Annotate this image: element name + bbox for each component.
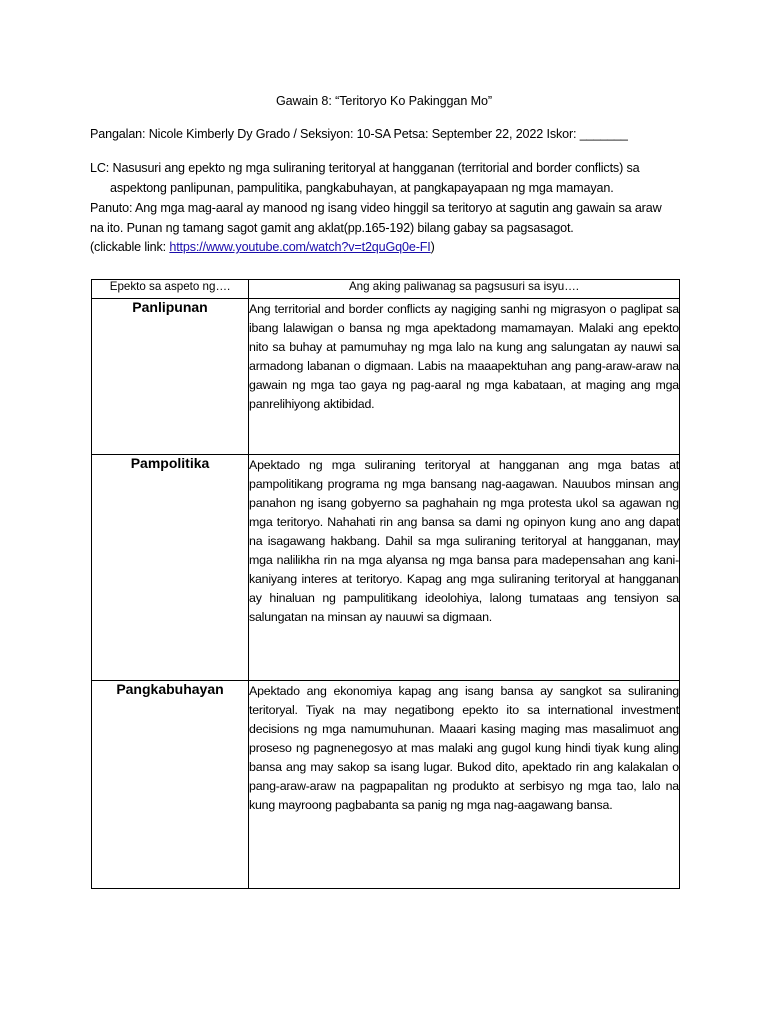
row-text-body: Ang territorial and border conflicts ay nagiging sanhi ng migrasyon o paglipat sa ibang lalawigan o bansa ng mga apektadong mamamayan. Malaki ang epekto nito sa buhay at pamumuhay ng mga lalo na kung ang salungatan ay nauwi sa armadong labanan o digmaan. Labis na maaapektuhan ang pang-araw-araw na gawain ng mga tao gaya ng pag-aaral ng mga kabataan, at maging ang mga panrelihiyong aktibidad.	[249, 302, 679, 411]
analysis-table	[91, 279, 680, 889]
youtube-link[interactable]: https://www.youtube.com/watch?v=t2quGq0e-FI	[169, 240, 431, 254]
link-suffix: )	[430, 240, 435, 254]
link-prefix: (clickable link:	[90, 240, 170, 254]
student-info-line: Pangalan: Nicole Kimberly Dy Grado / Seksiyon: 10-SA Petsa: September 22, 2022 Iskor: _______	[90, 127, 628, 141]
panuto-line-2: na ito. Punan ng tamang sagot gamit ang aklat(pp.165-192) bilang gabay sa pagsasagot.	[90, 221, 574, 235]
row-text-pampolitika	[249, 455, 680, 681]
panuto-line-1: Panuto: Ang mga mag-aaral ay manood ng isang video hinggil sa teritoryo at sagutin ang gawain sa araw	[90, 201, 662, 215]
table-header-row	[92, 280, 680, 299]
row-label-panlipunan: Panlipunan	[92, 299, 249, 455]
row-label-pampolitika: Pampolitika	[92, 455, 249, 681]
lc-line-1: LC: Nasusuri ang epekto ng mga suliraning teritoryal at hangganan (territorial and border conflicts) sa	[90, 161, 640, 175]
table-row	[92, 681, 680, 889]
clickable-link-line	[90, 240, 435, 254]
row-label-pangkabuhayan: Pangkabuhayan	[92, 681, 249, 889]
row-text-panlipunan	[249, 299, 680, 455]
row-text-body: Apektado ang ekonomiya kapag ang isang bansa ay sangkot sa suliraning teritoryal. Tiyak na may negatibong epekto ito sa international investment decisions ng mga namumuhunan. Maaari kasing maging mas masalimuot ang proseso ng pagnenegosyo at mas malaki ang gugol kung hindi tiyak kung aling bansa ang may sakop sa isang lugar. Bukod dito, apektado rin ang kalakalan o pang-araw-araw na pagpapalitan ng produkto at serbisyo ng mga tao, lalo na kung mayroong pagbabanta sa panig ng mga nag-aagawang bansa.	[249, 684, 679, 812]
table-row	[92, 455, 680, 681]
row-text-body: Apektado ng mga suliraning teritoryal at hangganan ang mga batas at pampolitikang programa ng mga bansang nag-aagawan. Nauubos minsan ang panahon ng isang gobyerno sa paghahain ng mga protesta ukol sa agawan ng mga teritoryo. Nahahati rin ang bansa sa dami ng opinyon kung ano ang dapat na isagawang hakbang. Dahil sa mga suliraning teritoryal at hangganan, may mga nalilikha rin na mga alyansa ng mga bansa para madepensahan ang kani-kaniyang interes at teritoryo. Kapag ang mga suliraning teritoryal at hangganan ay hinaluan ng pampulitikang ideolohiya, lalong tumataas ang tensiyon sa salungatan na minsan ay nauuwi sa digmaan.	[249, 458, 679, 624]
header-aspect: Epekto sa aspeto ng….	[92, 280, 249, 299]
page-title: Gawain 8: “Teritoryo Ko Pakinggan Mo”	[275, 94, 493, 108]
lc-line-2: aspektong panlipunan, pampulitika, pangkabuhayan, at pangkapayapaan ng mga mamayan.	[110, 181, 614, 195]
header-explanation: Ang aking paliwanag sa pagsusuri sa isyu….	[249, 280, 680, 299]
table-row	[92, 299, 680, 455]
row-text-pangkabuhayan	[249, 681, 680, 889]
